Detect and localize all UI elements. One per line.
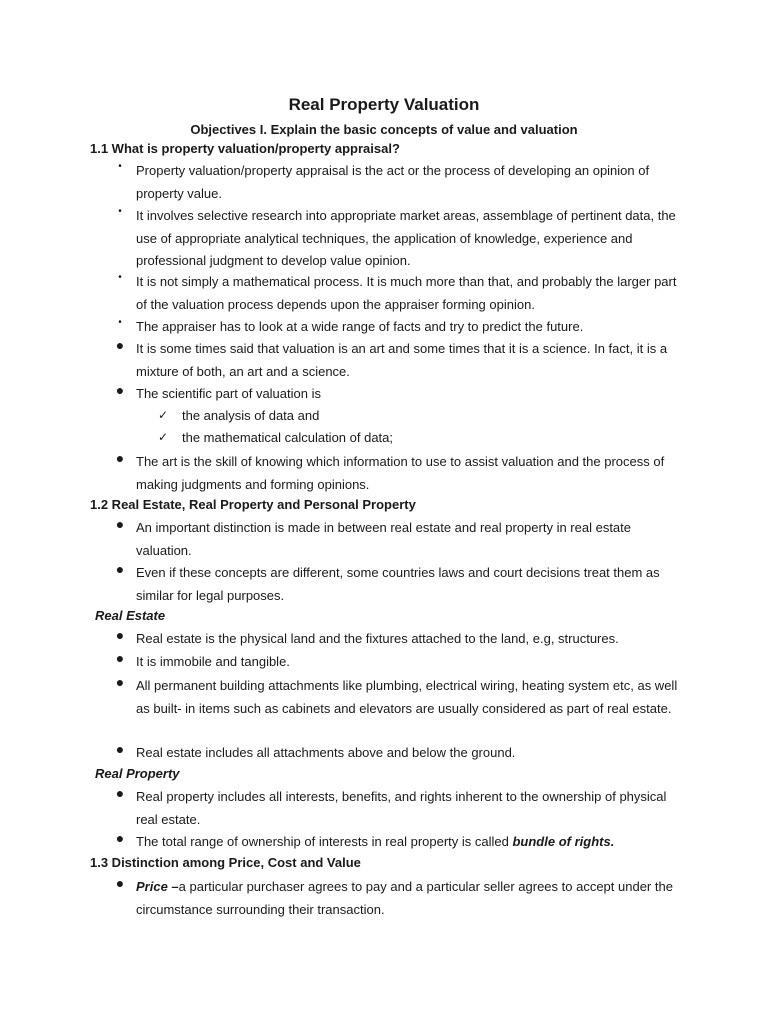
filled-bullet-icon: ●: [115, 674, 125, 690]
section-heading-1-3: 1.3 Distinction among Price, Cost and Value: [90, 855, 361, 870]
filled-bullet-icon: ●: [115, 382, 125, 398]
filled-bullet-icon: ●: [115, 561, 125, 577]
filled-bullet-icon: ●: [115, 875, 125, 891]
section-heading-1-2: 1.2 Real Estate, Real Property and Personal Property: [90, 497, 416, 512]
objectives-line: Objectives I. Explain the basic concepts of value and valuation: [190, 122, 578, 137]
filled-bullet-icon: ●: [115, 627, 125, 643]
checkmark-icon: ✓: [158, 430, 169, 444]
filled-bullet-icon: ●: [115, 650, 125, 666]
small-bullet-icon: •: [118, 272, 122, 283]
document-page: Real Property Valuation Objectives I. Explain the basic concepts of value and valuation 1.1 What is property valuation/property appraisal? • Property valuation/property appraisal is the act or the process of developing an opinion of property value. • It involves selective research into appropriate market areas, assemblage of pertinent data, the use of appropriate analytical techniques, the application of knowledge, experience and professional judgment to develop value opinion. • It is not simply a mathematical process. It is much more than that, and probably the larger part of the valuation process depends upon the appraiser forming opinion. • The appraiser has to look at a wide range of facts and try to predict the future. ● It is some times said that valuation is an art and some times that it is a science. In fact, it is a mixture of both, an art and a science. ● The scientific part of valuation is ✓ the analysis of data and ✓ the mathematical calculation of data; ● The art is the skill of knowing which information to use to assist valuation and the process of making judgments and forming opinions. 1.2 Real Estate, Real Property and Personal Property ● An important distinction is made in between real estate and real property in real estate valuation. ● Even if these concepts are different, some countries laws and court decisions treat them as similar for legal purposes. Real Estate ● Real estate is the physical land and the fixtures attached to the land, e.g, structures. ● It is immobile and tangible. ● All permanent building attachments like plumbing, electrical wiring, heating system etc, as well as built- in items such as cabinets and elevators are usually considered as part of real estate. ● Real estate includes all attachments above and below the ground. Real Property ● Real property includes all interests, benefits, and rights inherent to the ownership of physical real estate. ● The total range of ownership of interests in real property is called bundle of rights. 1.3 Distinction among Price, Cost and Value ● Price –a particular purchaser agrees to pay and a particular seller agrees to accept under the circumstance surrounding their transaction.: [0, 0, 768, 1024]
section-heading-1-1: 1.1 What is property valuation/property appraisal?: [90, 141, 400, 156]
filled-bullet-icon: ●: [115, 337, 125, 353]
filled-bullet-icon: ●: [115, 741, 125, 757]
checkmark-icon: ✓: [158, 408, 169, 422]
small-bullet-icon: •: [118, 161, 122, 172]
price-term: Price –: [136, 879, 179, 894]
subheading-real-property: Real Property: [95, 766, 180, 781]
filled-bullet-icon: ●: [115, 830, 125, 846]
small-bullet-icon: •: [118, 206, 122, 217]
filled-bullet-icon: ●: [115, 450, 125, 466]
filled-bullet-icon: ●: [115, 516, 125, 532]
subheading-real-estate: Real Estate: [95, 608, 166, 623]
small-bullet-icon: •: [118, 317, 122, 328]
document-title: Real Property Valuation: [288, 95, 480, 114]
bundle-of-rights-term: bundle of rights.: [512, 834, 615, 849]
filled-bullet-icon: ●: [115, 785, 125, 801]
